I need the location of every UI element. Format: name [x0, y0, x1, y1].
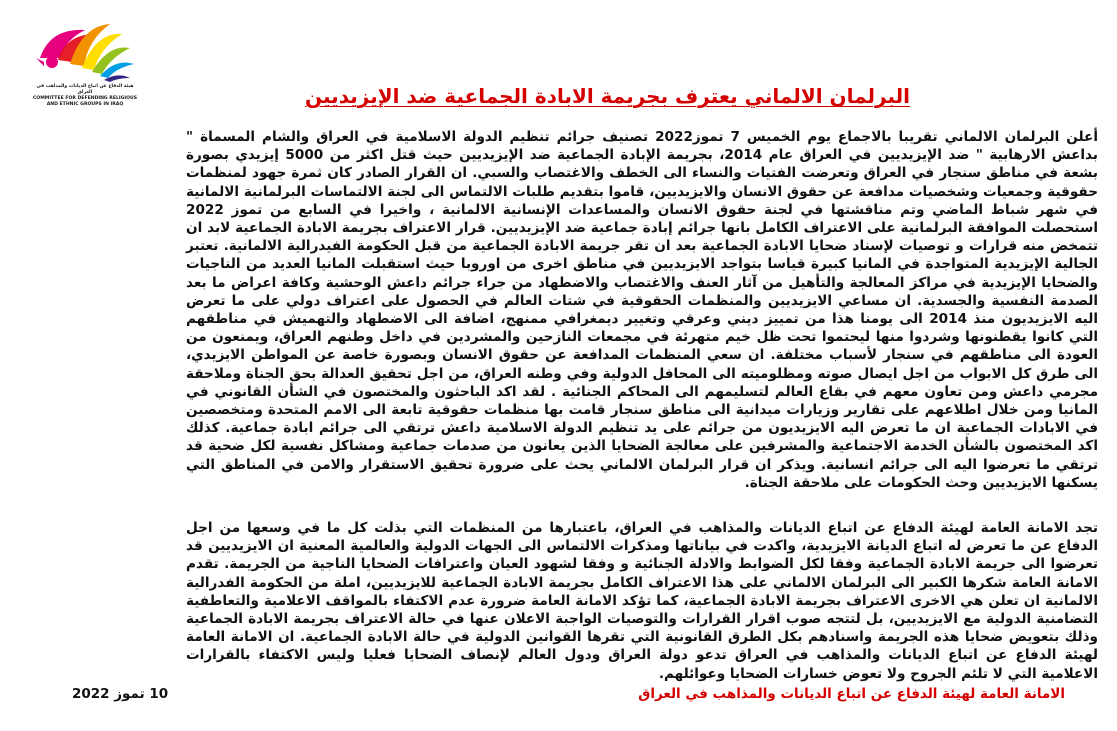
signature: الامانة العامة لهيئة الدفاع عن اتباع الديانات والمذاهب في العراق	[638, 686, 1065, 702]
article-title: البرلمان الالماني يعترف بجريمة الابادة الجماعية ضد الإيزيديين	[305, 84, 910, 108]
logo-caption-arabic: هيئة الدفاع عن اتباع الديانات والمذاهب في العراق	[36, 84, 134, 95]
logo-caption-english: COMMITTEE FOR DEFENDING RELIGIOUS AND ETHNIC GROUPS IN IRAQ	[32, 96, 138, 107]
article-paragraph-2: تجد الامانة العامة لهيئة الدفاع عن اتباع الديانات والمذاهب في العراق، باعتبارها من المنظمات التي بذلت كل ما في وسعها من اجل الدفاع عن ما تعرض له اتباع الديانة الايزيدية، واكدت في بياناتها ومذكرات الالتماس الى الجهات الدولية والعالمية المعنية ان الايزيديين قد تعرضوا الى جريمة الابادة الجماعية وفقا لكل الضوابط والادلة الجنائية و وفقا لشهود العيان واعترافات الضحايا الناجية من الجريمة. تقدم الامانة العامة شكرها الكبير الى البرلمان الالماني على هذا الاعتراف الكامل بجريمة الابادة الجماعية للايزيديين، املة من الحكومة الفدرالية الالمانية ان تعلن هي الاخرى الاعتراف بجريمة الابادة الجماعية، كما تؤكد الامانة العامة ضرورة عدم الاكتفاء بالمواقف الاعلامية والتعاطفية التضامنية الدولية مع الايزيديين، بل لتتجه صوب اقرار القرارات والتوصيات الواجبة الاعلان عنها في حالة الاعتراف بجريمة الابادة الجماعية وذلك بتعويض ضحايا هذه الجريمة واسنادهم بكل الطرق القانونية التي تقرها القوانين الدولية في حالة الابادة الجماعية. ان الامانة العامة لهيئة الدفاع عن اتباع الديانات والمذاهب في العراق تدعو دولة العراق ودول العالم لإنصاف الضحايا فعليا وليس الاكتفاء بالقرارات الاعلامية التي لا تلئم الجروح ولا تعوض خسارات الضحايا وعوائلهم.	[186, 520, 1098, 682]
document-date: 10 تموز 2022	[72, 686, 169, 702]
dove-hands-logo-icon	[30, 18, 140, 84]
organization-logo	[30, 18, 140, 128]
article-paragraph-1: أعلن البرلمان الالماني تقريبا بالاجماع يوم الخميس 7 تموز2022 تصنيف جرائم تنظيم الدولة الاسلامية في العراق والشام المسماة " بداعش الارهابية " ضد الإيزيديين في العراق عام 2014، بجريمة الإبادة الجماعية ضد الإيزيديين حيث قتل اكثر من 5000 إيزيدي بصورة بشعة في مناطق سنجار في العراق وتعرضت الفتيات والنساء الى الخطف والاغتصاب والسبي. ان القرار الصادر كان ثمرة جهود لمنظمات حقوقية وجمعيات وشخصيات مدافعة عن حقوق الانسان والايزيديين، قاموا بتقديم طلبات الالتماس الى لجنة الالتماسات البرلمانية الالمانية في شهر شباط الماضي وتم مناقشتها في لجنة حقوق الانسان والمساعدات الإنسانية الالمانية ، واخيرا في السابع من تموز 2022 استحصلت الموافقة البرلمانية على الاعتراف الكامل بانها جرائم إبادة جماعية ضد الإيزيديين. قرار الاعتراف بجريمة الابادة الجماعية لابد ان تتمخض منه قرارات و توصيات لإسناد ضحايا الابادة الجماعية بعد ان تقر جريمة الابادة الجماعية من قبل الحكومة الفيدرالية الالمانية. تعتبر الجالية الإيزيدية المتواجدة في المانيا كبيرة قياسا بتواجد الايزيديين في مناطق اخرى من اوروبا حيث استقبلت المانيا العديد من الناجيات والضحايا الإيزيدية في مراكز المعالجة والتأهيل من آثار العنف والاغتصاب والاضطهاد من جراء جرائم داعش الوحشية وكافة اعراض ما بعد الصدمة النفسية والجسدية. ان مساعي الايزيديين والمنظمات الحقوقية في شتات العالم في الحصول على اعتراف دولي على ما تعرض اليه الايزيديون منذ 2014 الى يومنا هذا من تمييز ديني وعرقي وتغيير ديمغرافي ممنهج، اضافة الى الاضطهاد والتهميش في مناطقهم التي كانوا يقطنونها وشردوا منها ليحتموا تحت ظل خيم متهرئة في مجمعات النازحين والمشردين في داخل وطنهم العراق، ويمنعون من العودة الى مناطقهم في سنجار لأسباب مختلفة. ان سعي المنظمات المدافعة عن حقوق الانسان وبصورة خاصة عن المواطن الايزيدي، الى طرق كل الابواب من اجل ايصال صوته ومظلوميته الى المحافل الدولية وفي وطنه العراق، من اجل تحقيق العدالة بحق الجناة وملاحقة مجرمي داعش ومن تعاون معهم في بقاع العالم لتسليمهم الى المحاكم الجنائية . لقد اكد الباحثون والمختصون في الشأن القانوني في المانيا ومن خلال اطلاعهم على تقارير وزيارات ميدانية الى مناطق سنجار قامت بها منظمات حقوقية تابعة الى الامم المتحدة ومتخصصين في الابادات الجماعية ان ما تعرض اليه الايزيديون من جرائم على يد تنظيم الدولة الاسلامية داعش ترتقي الى جرائم ابادة جماعية. كذلك اكد المختصون بالشأن الخدمة الاجتماعية والمشرفين على معالجة الضحايا الذين يعانون من صدمات جماعية ومشاكل نفسية لكل ضحية قد ترتقي ما تعرضوا اليه الى جرائم انسانية. ويذكر ان قرار البرلمان الالماني يحث على ضرورة تحقيق الاستقرار والامن في المناطق التي يسكنها الايزيديين وحث الحكومات على ملاحقة الجناة.	[186, 129, 1098, 491]
